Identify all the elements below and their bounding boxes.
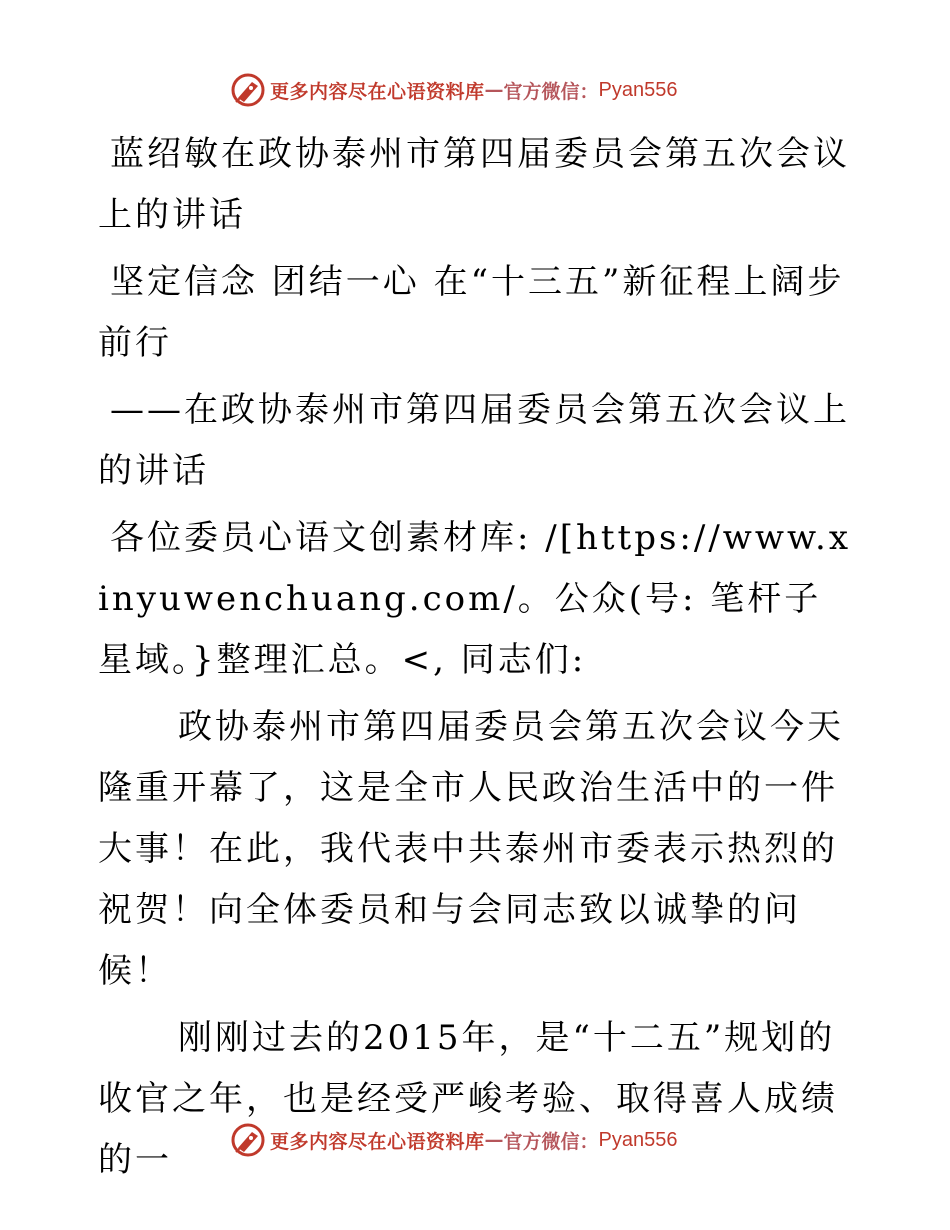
banner-wechat-id: Pyan556 [598, 1128, 678, 1151]
document-title: 蓝绍敏在政协泰州市第四届委员会第五次会议上的讲话 [98, 134, 850, 235]
footer-banner [230, 1120, 730, 1160]
banner-text: 更多内容尽在心语资料库 [270, 80, 485, 103]
pen-nib-logo-icon [230, 72, 266, 108]
banner-dash: — [484, 79, 504, 101]
document-heading: 坚定信念 团结一心 在“十三五”新征程上阔步前行 [98, 262, 845, 363]
banner-wechat-label: 官方微信： [503, 1130, 599, 1153]
pen-nib-logo-icon [230, 1122, 266, 1158]
document-subheading: ——在政协泰州市第四届委员会第五次会议上的讲话 [98, 390, 850, 491]
banner-wechat-label: 官方微信： [503, 80, 599, 103]
document-body [98, 124, 858, 1191]
banner-wechat-id: Pyan556 [598, 78, 678, 101]
body-paragraph: 政协泰州市第四届委员会第五次会议今天隆重开幕了，这是全市人民政治生活中的一件大事！在此，我代表中共泰州市委表示热烈的祝贺！向全体委员和与会同志致以诚挚的问候！ [98, 707, 844, 991]
banner-dash: — [484, 1129, 504, 1151]
banner-text: 更多内容尽在心语资料库 [270, 1130, 485, 1153]
document-salutation: 各位委员心语文创素材库: /[https://www.xinyuwenchuang.com/。公众(号: 笔杆子星域。}整理汇总。<, 同志们: [98, 518, 852, 680]
body-paragraph: 刚刚过去的2015年，是“十二五”规划的收官之年，也是经受严峻考验、取得喜人成绩的一 [98, 1018, 838, 1180]
header-banner [230, 70, 730, 110]
